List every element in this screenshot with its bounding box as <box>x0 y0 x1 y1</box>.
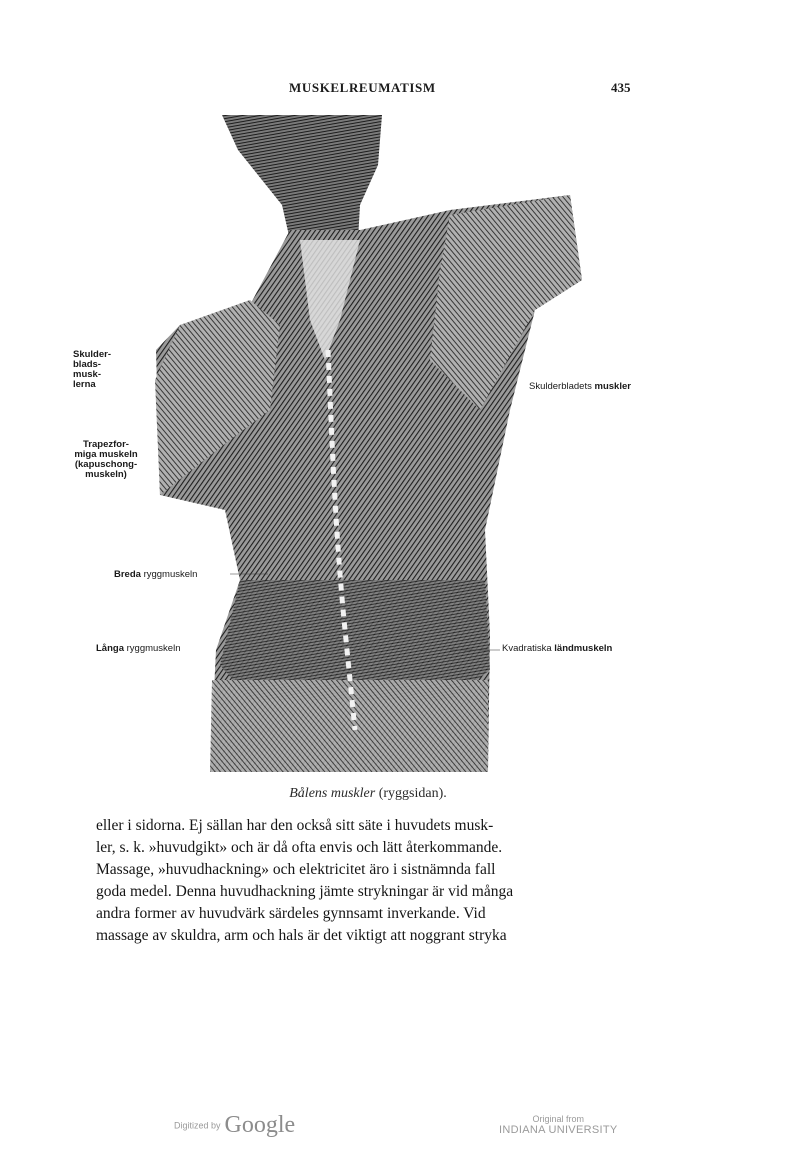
text-line: massage av skuldra, arm och hals är det viktigt att noggrant stryka <box>96 927 507 944</box>
label-bold: Breda <box>114 569 141 580</box>
text-line: goda medel. Denna huvudhackning jämte strykningar är vid många <box>96 883 514 900</box>
back-muscles-engraving <box>150 110 600 775</box>
label-text: Skulder- blads- musk- lerna <box>73 349 112 390</box>
label-skulderbladets-muskler-right <box>529 382 631 392</box>
label-regular: ryggmuskeln <box>143 569 198 580</box>
label-bold: ländmuskeln <box>554 643 613 654</box>
label-kvadratiska-landmuskeln <box>502 644 612 654</box>
label-regular: ryggmuskeln <box>126 643 181 654</box>
running-head: MUSKELREUMATISM <box>289 80 436 95</box>
text-line: ler, s. k. »huvudgikt» och är då ofta envis och lätt återkommande. <box>96 839 503 856</box>
google-logo: Google <box>224 1112 296 1138</box>
original-from-watermark <box>499 1114 617 1136</box>
label-bold: Långa <box>96 643 124 654</box>
digitized-by-watermark <box>174 1112 295 1139</box>
text-line: Massage, »huvudhackning» och elektricitet äro i sistnämnda fall <box>96 861 496 878</box>
figure-caption <box>0 786 736 802</box>
university-name: INDIANA UNIVERSITY <box>499 1124 618 1136</box>
text-line: eller i sidorna. Ej sällan har den också sitt säte i huvudets musk- <box>96 817 494 834</box>
caption-italic: Bålens muskler <box>289 786 376 801</box>
page-number: 435 <box>611 80 631 95</box>
label-bold: muskler <box>594 381 631 392</box>
label-breda-ryggmuskeln <box>114 570 197 580</box>
caption-regular: (ryggsidan). <box>378 786 447 801</box>
label-skulderblads-muskler-left <box>73 350 133 390</box>
body-paragraph <box>96 815 628 947</box>
label-text: Trapezfor- miga muskeln (kapuschong- muskeln) <box>74 439 138 480</box>
anatomical-illustration <box>150 110 600 775</box>
label-regular: Kvadratiska <box>502 643 552 654</box>
digitized-by-text: Digitized by <box>174 1120 221 1131</box>
text-line: andra former av huvudvärk särdeles gynnsamt inverkande. Vid <box>96 905 486 922</box>
label-trapezformiga-muskeln <box>56 440 156 480</box>
original-from-text: Original from <box>532 1114 584 1124</box>
neck-region <box>222 115 382 240</box>
label-regular: Skulderbladets <box>529 381 592 392</box>
label-langa-ryggmuskeln <box>96 644 180 654</box>
